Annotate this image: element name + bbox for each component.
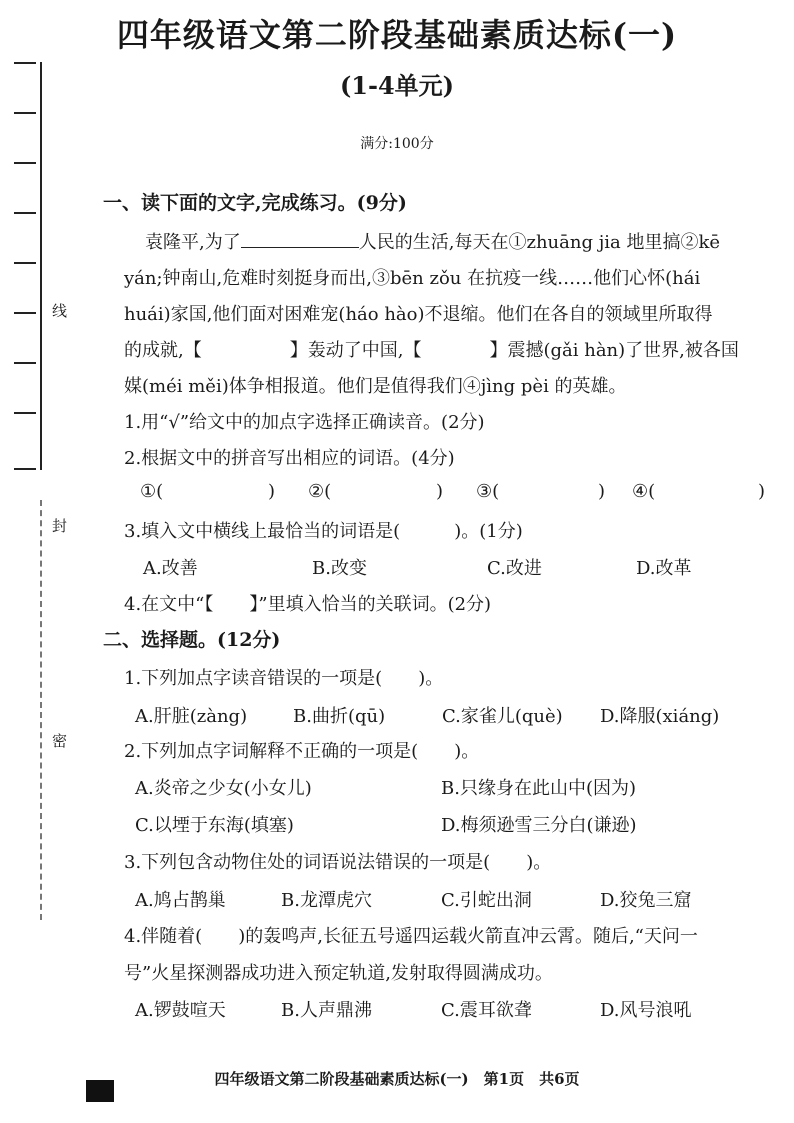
- binding-label-line: 线: [52, 302, 68, 320]
- binding-label-secret: 密: [52, 732, 68, 750]
- q3-option-a[interactable]: A.改善: [143, 558, 198, 579]
- s2-q4-option-a[interactable]: A.锣鼓喧天: [135, 1000, 226, 1021]
- s2-q3-option-d[interactable]: D.狡兔三窟: [600, 890, 692, 911]
- q3-option-c[interactable]: C.改进: [487, 558, 542, 579]
- passage-line-3: huái)家国,他们面对困难宠(háo hào)不退缩。他们在各自的领域里所取得: [124, 304, 713, 325]
- binding-tick: [14, 112, 36, 114]
- q3-option-d[interactable]: D.改革: [636, 558, 692, 579]
- q2-blank-3-open[interactable]: ③(: [476, 481, 500, 502]
- s2-question-2: 2.下列加点字词解释不正确的一项是( )。: [124, 741, 480, 762]
- binding-tick: [14, 362, 36, 364]
- s2-q3-option-b[interactable]: B.龙潭虎穴: [281, 890, 372, 911]
- section2-heading: 二、选择题。(12分): [103, 629, 281, 651]
- page-footer: 四年级语文第二阶段基础素质达标(一) 第1页 共6页: [214, 1070, 580, 1088]
- s2-q2-option-c[interactable]: C.以堙于东海(填塞): [135, 815, 294, 836]
- binding-tick: [14, 468, 36, 470]
- s2-q4-option-d[interactable]: D.风号浪吼: [600, 1000, 692, 1021]
- binding-tick: [14, 162, 36, 164]
- binding-tick: [14, 262, 36, 264]
- q2-blank-4-open[interactable]: ④(: [632, 481, 656, 502]
- q2-blank-4-close: ): [758, 481, 766, 502]
- s2-question-1: 1.下列加点字读音错误的一项是( )。: [124, 668, 444, 689]
- s2-q3-option-a[interactable]: A.鸠占鹊巢: [135, 890, 226, 911]
- passage-line-2: yán;钟南山,危难时刻挺身而出,③bēn zǒu 在抗疫一线……他们心怀(hái: [124, 268, 701, 289]
- page-title: 四年级语文第二阶段基础素质达标(一): [116, 16, 678, 54]
- s2-q1-option-a[interactable]: A.肝脏(zàng): [135, 706, 248, 727]
- q2-blank-1-close: ): [268, 481, 276, 502]
- s2-q2-option-a[interactable]: A.炎帝之少女(小女儿): [135, 778, 312, 799]
- passage-line-1: [145, 228, 720, 254]
- binding-tick: [14, 212, 36, 214]
- seal-dashed-line: [40, 500, 42, 920]
- passage-text: 人民的生活,每天在①zhuāng jia 地里搞②kē: [358, 232, 721, 253]
- s2-question-4-line1: 4.伴随着( )的轰鸣声,长征五号遥四运载火箭直冲云霄。随后,“天问一: [124, 926, 698, 947]
- s1-question-2: 2.根据文中的拼音写出相应的词语。(4分): [124, 448, 455, 469]
- q2-blank-3-close: ): [598, 481, 606, 502]
- section1-heading: 一、读下面的文字,完成练习。(9分): [103, 192, 407, 214]
- q3-option-b[interactable]: B.改变: [312, 558, 367, 579]
- s2-question-3: 3.下列包含动物住处的词语说法错误的一项是( )。: [124, 852, 552, 873]
- binding-tick: [14, 62, 36, 64]
- q2-blank-2-open[interactable]: ②(: [308, 481, 332, 502]
- binding-line: [32, 62, 42, 470]
- passage-line-5: 媒(méi měi)体争相报道。他们是值得我们④jìng pèi 的英雄。: [124, 376, 627, 397]
- s2-question-4-line2: 号”火星探测器成功进入预定轨道,发射取得圆满成功。: [124, 963, 553, 984]
- s2-q1-option-b[interactable]: B.曲折(qū): [293, 706, 386, 727]
- s2-q4-option-b[interactable]: B.人声鼎沸: [281, 1000, 372, 1021]
- passage-text: 】轰动了中国,【: [289, 340, 422, 361]
- s1-question-4: 4.在文中“【 】”里填入恰当的关联词。(2分): [124, 594, 492, 615]
- s2-q1-option-d[interactable]: D.降服(xiáng): [600, 706, 720, 727]
- s2-q3-option-c[interactable]: C.引蛇出洞: [441, 890, 532, 911]
- q2-blank-2-close: ): [436, 481, 444, 502]
- passage-text: 的成就,【: [124, 340, 202, 361]
- s2-q4-option-c[interactable]: C.震耳欲聋: [441, 1000, 532, 1021]
- passage-text: 袁隆平,为了: [145, 232, 241, 253]
- s1-question-3: 3.填入文中横线上最恰当的词语是( )。(1分): [124, 521, 523, 542]
- s2-q2-option-d[interactable]: D.梅须逊雪三分白(谦逊): [441, 815, 637, 836]
- s2-q1-option-c[interactable]: C.家雀儿(què): [442, 706, 563, 727]
- q2-blank-1-open[interactable]: ①(: [140, 481, 164, 502]
- binding-tick: [14, 412, 36, 414]
- binding-tick: [14, 312, 36, 314]
- answer-blank[interactable]: [241, 229, 359, 248]
- passage-line-4: [124, 336, 739, 362]
- page-subtitle: (1-4单元): [339, 71, 455, 100]
- s1-question-1: 1.用“√”给文中的加点字选择正确读音。(2分): [124, 412, 485, 433]
- passage-text: 】震撼(gǎi hàn)了世界,被各国: [489, 340, 739, 361]
- s2-q2-option-b[interactable]: B.只缘身在此山中(因为): [441, 778, 636, 799]
- full-score: 满分:100分: [360, 136, 434, 152]
- binding-label-seal: 封: [52, 517, 68, 535]
